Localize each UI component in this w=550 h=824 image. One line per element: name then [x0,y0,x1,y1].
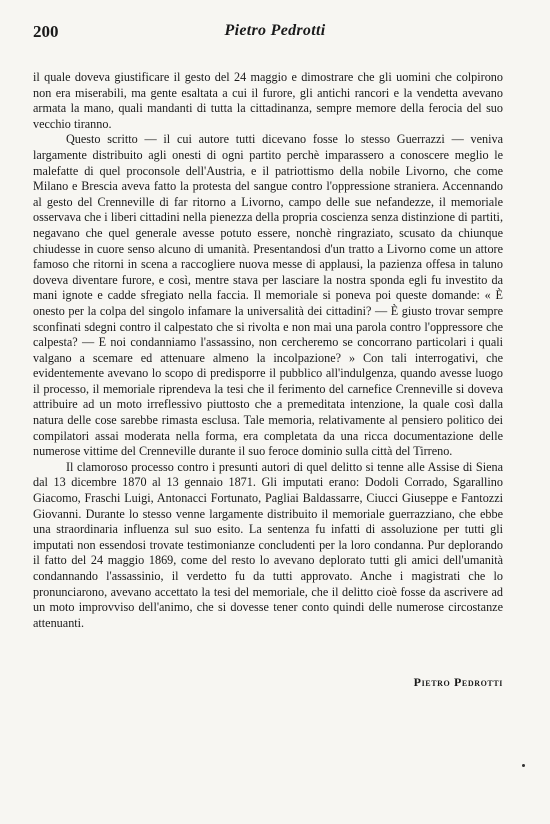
body-text [33,70,503,631]
print-speck [522,764,525,767]
author-signature: Pietro Pedrotti [413,675,503,689]
paragraph-continuation: il quale doveva giustificare il gesto del 24 maggio e dimostrare che gli uomini che colpirono non era miserabili, ma gente esaltata a cui il furore, gli antichi rancori e la vendetta avevano armata la mano, quali mandanti di tutta la cittadinanza, sempre memore della ferocia del suo vecchio tiranno. [33,70,503,131]
paragraph-memoriale: Questo scritto — il cui autore tutti dicevano fosse lo stesso Guerrazzi — veniva largamente distribuito agli onesti di ogni partito perchè imparassero a conoscere meglio le malefatte di quel proconsole dell'Austria, e il patriottismo della nobile Livorno, che come Milano e Brescia aveva fatto la protesta del sangue contro l'oppressione straniera. Accennando al gesto del Crenneville di far ritorno a Livorno, campo delle sue nefandezze, il memoriale osservava che i liberi cittadini nella pienezza della propria coscienza senza distinzione di partiti, negavano che quel generale avesse potuto essere, nonchè ringraziato, scusato da chiunque chiudesse in cuore senso alcuno di umanità. Presentandosi d'un tratto a Livorno come un attore famoso che ritorni in scena a raccogliere nuova messe di applausi, la pazienza offesa in taluno doveva diventare furore, e così, mentre stava per lasciare la nostra sponda egli fu investito da mani ignote e cadde sfregiato nella faccia. Il memoriale si poneva poi queste domande: « È onesto per la colpa del singolo infamare la universalità dei cittadini? — È giusto trovar sempre sconfinati sdegni contro il calpestato che si rivolta e non mai una parola contro l'oppressore che calpesta? — E noi condanniamo l'assassino, non cercheremo se concorrano particolari i quali valgano a scemare ed attenuare almeno la incolpazione? » Con tali interrogativi, che evidentemente avevano lo scopo di predisporre il pubblico all'indulgenza, quando avesse luogo il processo, il memoriale riprendeva la tesi che il ferimento del carnefice Crenneville si doveva attribuire ad un moto irreflessivo piuttosto che a premeditata intenzione, la quale così dalla natura delle cose sarebbe rimasta esclusa. Tale memoria, relativamente al pensiero politico dei compilatori assai moderata nella forma, era completata da una ricca documentazione delle numerose vittime del Crenneville durante il suo feroce dominio sulla città del Tirreno. [33,132,503,459]
page-number: 200 [33,22,59,41]
paragraph-processo: Il clamoroso processo contro i presunti autori di quel delitto si tenne alle Assise di Siena dal 13 dicembre 1870 al 13 gennaio 1871. Gli imputati erano: Dodoli Corrado, Sgarallino Giacomo, Fraschi Luigi, Antonacci Fortunato, Pagliai Baldassarre, Ciucci Giuseppe e Fantozzi Giovanni. Durante lo stesso venne largamente distribuito il memoriale guerrazziano, che ebbe una straordinaria influenza sul suo esito. La sentenza fu infatti di assoluzione per tutti gli imputati non essendosi trovate testimonianze concludenti per la loro condanna. Pur deplorando il fatto del 24 maggio 1869, come del resto lo avevano deplorato tutti gli amici dell'umanità condannando l'assassinio, il verdetto fu da tutti approvato. Anche i magistrati che lo pronunciarono, avevano accettato la tesi del memoriale, che il delitto cioè fosse da ascrivere ad un moto improvviso dell'animo, che si dovesse tener conto quindi delle numerose circostanze attenuanti. [33,459,503,630]
running-head: Pietro Pedrotti [224,22,326,39]
page-header [33,22,517,46]
